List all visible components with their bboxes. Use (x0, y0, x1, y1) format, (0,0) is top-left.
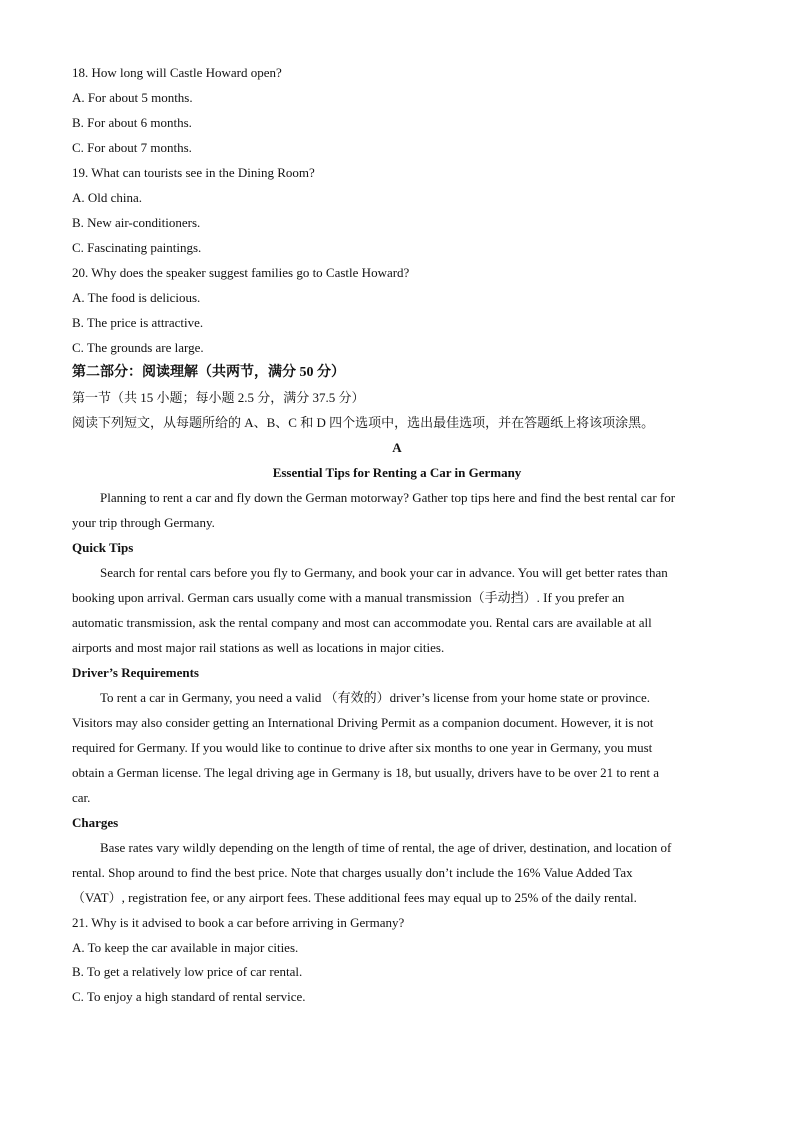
drivers-requirements-line: Visitors may also consider getting an International Driving Permit as a companion document. However, it is not (72, 715, 654, 730)
section-heading-quick-tips: Quick Tips (72, 540, 134, 555)
question-18-stem: 18. How long will Castle Howard open? (72, 65, 282, 80)
question-21-option-a: A. To keep the car available in major cities. (72, 940, 299, 955)
drivers-requirements-line: obtain a German license. The legal driving age in Germany is 18, but usually, drivers have to be over 21 to rent a (72, 765, 659, 780)
reading-part-title: 第二部分：阅读理解（共两节，满分 50 分） (72, 365, 345, 380)
question-19-stem: 19. What can tourists see in the Dining Room? (72, 165, 315, 180)
quick-tips-line: booking upon arrival. German cars usually come with a manual transmission（手动挡）. If you prefer an (72, 590, 625, 605)
passage-intro-line: your trip through Germany. (72, 515, 215, 530)
charges-line: （VAT）, registration fee, or any airport fees. These additional fees may equal up to 25% of the daily rental. (72, 890, 637, 905)
quick-tips-line: automatic transmission, ask the rental company and most can accommodate you. Rental cars are available at all (72, 615, 652, 630)
reading-section-title: 第一节（共 15 小题；每小题 2.5 分，满分 37.5 分） (72, 390, 365, 405)
charges-line: rental. Shop around to find the best price. Note that charges usually don’t include the 16% Value Added Tax (72, 865, 633, 880)
question-21-option-c: C. To enjoy a high standard of rental service. (72, 989, 306, 1004)
quick-tips-line: Search for rental cars before you fly to Germany, and book your car in advance. You will get better rates than (100, 565, 668, 580)
passage-letter: A (392, 440, 402, 455)
question-18-option-b: B. For about 6 months. (72, 115, 192, 130)
question-18-option-a: A. For about 5 months. (72, 90, 193, 105)
question-20-stem: 20. Why does the speaker suggest families go to Castle Howard? (72, 265, 410, 280)
reading-instructions: 阅读下列短文，从每题所给的 A、B、C 和 D 四个选项中，选出最佳选项，并在答题纸上将该项涂黑。 (72, 415, 655, 430)
question-19-option-a: A. Old china. (72, 190, 143, 205)
passage-title: Essential Tips for Renting a Car in Germany (272, 465, 522, 480)
question-21-option-b: B. To get a relatively low price of car rental. (72, 964, 303, 979)
question-21-stem: 21. Why is it advised to book a car before arriving in Germany? (72, 915, 405, 930)
question-19-option-c: C. Fascinating paintings. (72, 240, 202, 255)
question-20-option-a: A. The food is delicious. (72, 290, 201, 305)
quick-tips-line: airports and most major rail stations as well as locations in major cities. (72, 640, 445, 655)
question-19-option-b: B. New air-conditioners. (72, 215, 201, 230)
charges-line: Base rates vary wildly depending on the length of time of rental, the age of driver, destination, and location of (100, 840, 672, 855)
question-20-option-b: B. The price is attractive. (72, 315, 204, 330)
section-heading-drivers-requirements: Driver’s Requirements (72, 665, 199, 680)
drivers-requirements-line: required for Germany. If you would like to continue to drive after six months to one year in Germany, you must (72, 740, 653, 755)
drivers-requirements-line: To rent a car in Germany, you need a valid （有效的）driver’s license from your home state or province. (100, 690, 650, 705)
question-20-option-c: C. The grounds are large. (72, 340, 204, 355)
passage-intro-line: Planning to rent a car and fly down the German motorway? Gather top tips here and find the best rental car for (100, 490, 676, 505)
question-18-option-c: C. For about 7 months. (72, 140, 192, 155)
drivers-requirements-line: car. (72, 790, 91, 805)
section-heading-charges: Charges (72, 815, 119, 830)
